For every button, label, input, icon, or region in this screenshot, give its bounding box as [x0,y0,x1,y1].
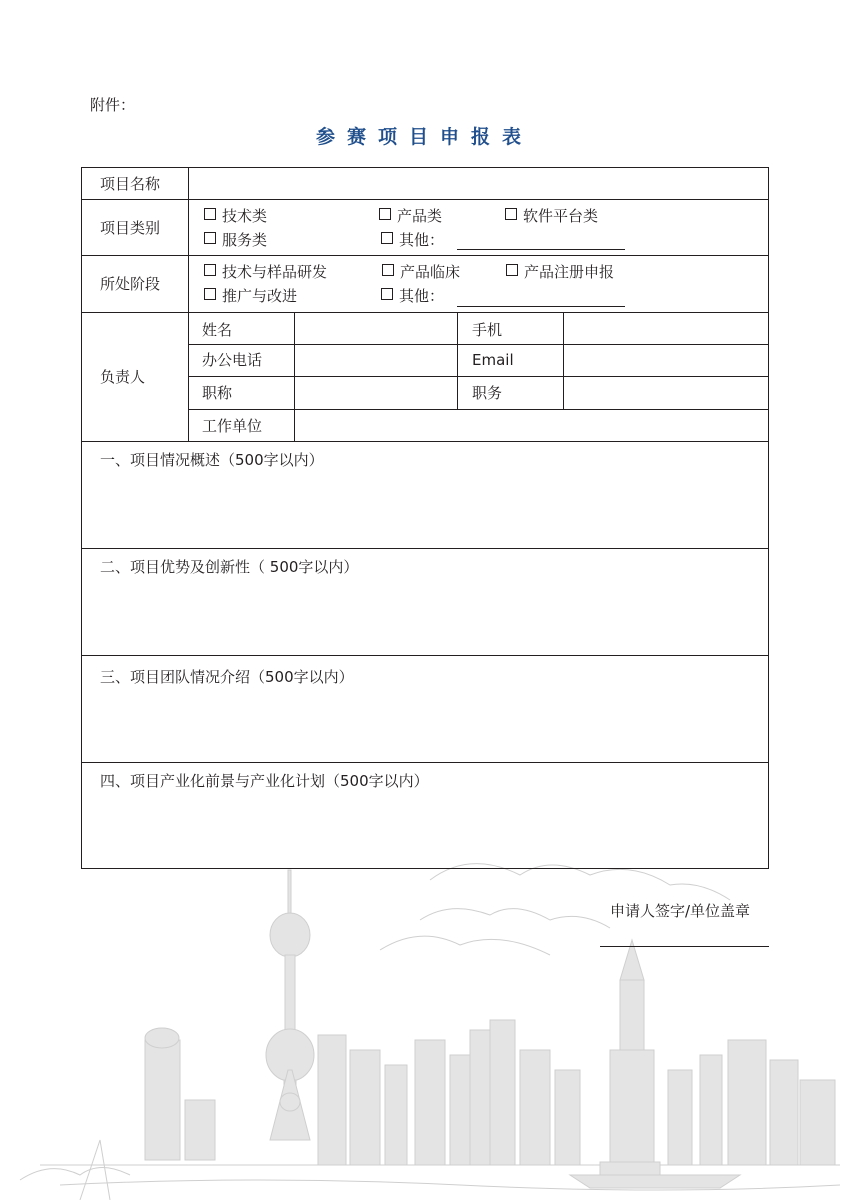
section-advantages-textarea[interactable] [82,581,768,655]
checkbox-icon[interactable] [204,232,216,244]
category-option-other[interactable]: 其他： [381,230,444,250]
title-field[interactable] [295,377,457,409]
skyline-illustration [0,840,849,1200]
stage-option-promotion[interactable]: 推广与改进 [204,286,297,306]
signature-line[interactable] [600,946,769,947]
column-divider [457,312,458,409]
stage-option-registration[interactable]: 产品注册申报 [506,262,614,282]
name-label: 姓名 [202,321,233,339]
stage-other-input[interactable] [457,306,625,307]
position-field[interactable] [564,377,768,409]
category-option-software-platform[interactable]: 软件平台类 [505,206,598,226]
section-overview-heading: 一、项目情况概述（500字以内） [100,451,324,469]
office-phone-label: 办公电话 [202,351,263,369]
checkbox-icon[interactable] [204,208,216,220]
category-other-input[interactable] [457,249,625,250]
section-industrialization-textarea[interactable] [82,795,768,868]
stage-option-other[interactable]: 其他： [381,286,444,306]
section-advantages-heading: 二、项目优势及创新性（ 500字以内） [100,558,359,576]
project-name-label: 项目名称 [100,175,161,193]
attachment-label: 附件： [90,96,136,114]
checkbox-icon[interactable] [381,232,393,244]
stage-option-clinical[interactable]: 产品临床 [382,262,460,282]
section-overview-textarea[interactable] [82,474,768,548]
row-divider [82,441,768,442]
position-label: 职务 [472,384,503,402]
application-form [81,167,769,869]
work-unit-field[interactable] [295,410,768,441]
mobile-label: 手机 [472,321,503,339]
checkbox-icon[interactable] [204,288,216,300]
checkbox-icon[interactable] [379,208,391,220]
row-divider [82,548,768,549]
mobile-field[interactable] [564,313,768,344]
name-field[interactable] [295,313,457,344]
checkbox-icon[interactable] [382,264,394,276]
project-category-label: 项目类别 [100,219,161,237]
section-team-textarea[interactable] [82,691,768,762]
row-divider [82,762,768,763]
column-divider [188,168,189,441]
stage-option-rnd[interactable]: 技术与样品研发 [204,262,327,282]
category-option-product[interactable]: 产品类 [379,206,442,226]
checkbox-icon[interactable] [506,264,518,276]
title-label: 职称 [202,384,233,402]
checkbox-icon[interactable] [381,288,393,300]
email-field[interactable] [564,345,768,376]
email-label: Email [472,351,514,369]
person-in-charge-label: 负责人 [100,368,146,386]
row-divider [82,255,768,256]
checkbox-icon[interactable] [505,208,517,220]
signature-label: 申请人签字/单位盖章 [610,902,751,920]
page-title: 参赛项目申报表 [315,126,533,148]
section-team-heading: 三、项目团队情况介绍（500字以内） [100,668,354,686]
project-stage-label: 所处阶段 [100,275,161,293]
checkbox-icon[interactable] [204,264,216,276]
category-option-service[interactable]: 服务类 [204,230,267,250]
category-option-technology[interactable]: 技术类 [204,206,267,226]
office-phone-field[interactable] [295,345,457,376]
section-industrialization-heading: 四、项目产业化前景与产业化计划（500字以内） [100,772,429,790]
row-divider [82,655,768,656]
project-name-field[interactable] [189,168,768,199]
work-unit-label: 工作单位 [202,417,263,435]
row-divider [82,199,768,200]
